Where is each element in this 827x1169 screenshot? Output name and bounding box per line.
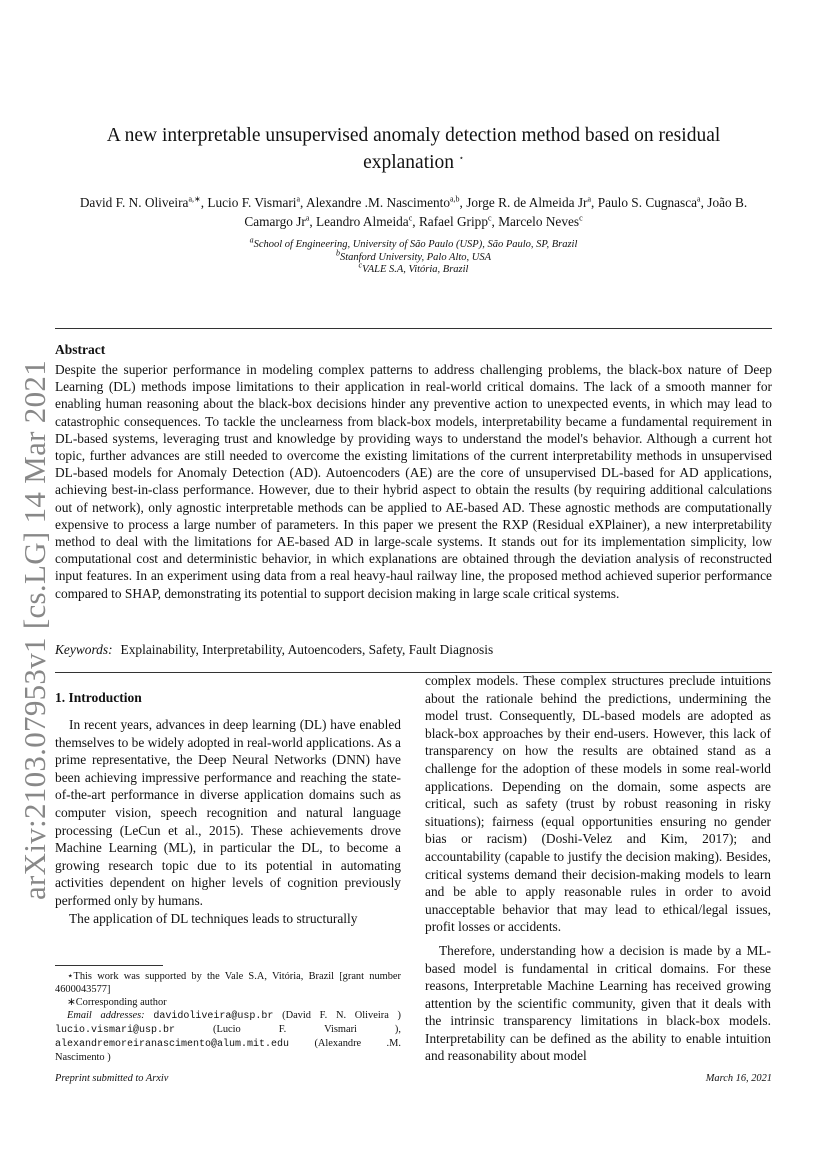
email-link[interactable]: davidoliveira@usp.br <box>153 1011 274 1022</box>
keywords-text: Explainability, Interpretability, Autoencoders, Safety, Fault Diagnosis <box>120 642 494 657</box>
footer-date: March 16, 2021 <box>705 1073 772 1084</box>
author-affiliation-mark: c <box>408 213 413 223</box>
arxiv-stamp: arXiv:2103.07953v1 [cs.LG] 14 Mar 2021 <box>17 359 52 901</box>
section-heading-introduction: 1. Introduction <box>55 690 142 705</box>
author-name: David F. N. Oliveira <box>79 195 189 210</box>
affiliation-mark: c <box>358 260 363 270</box>
author-name: João B. Camargo Jr <box>244 195 748 229</box>
author-name: Rafael Gripp <box>418 213 488 229</box>
author <box>306 195 460 210</box>
affiliation <box>100 248 727 265</box>
author-name: Alexandre .M. Nascimento <box>305 195 450 210</box>
author <box>316 214 412 229</box>
right-column <box>425 672 771 1065</box>
author-name: Jorge R. de Almeida Jr <box>466 195 588 210</box>
email-link[interactable]: alexandremoreiranascimento@alum.mit.edu <box>55 1039 290 1050</box>
divider <box>55 328 772 329</box>
author-affiliation-mark: c <box>579 213 583 223</box>
abstract-text: Despite the superior performance in modeling complex patterns to address challenging problems, the black-box nature of Deep Learning (DL) methods impose limitations to their application in real-world critical domains. The lack of a smooth manner for enabling human reasoning about the black-box decisions hinder any preventive action to unexpected events, in which may lead to catastrophic consequences. To tackle the unclearness from black-box models, interpretability became a fundamental requirement in DL-based systems, leveraging trust and knowledge by providing ways to understand the model's behavior. Although a current hot topic, further advances are still needed to overcome the existing limitations of the current interpretability methods in unsupervised DL-based models for Anomaly Detection (AD). Autoencoders (AE) are the core of unsupervised DL-based for AD applications, achieving best-in-class performance. However, due to their hybrid aspect to obtain the results (by requiring additional calculations out of network), only agnostic interpretable methods can be applied to AE-based AD. These agnostic methods are computationally expensive to process a large number of parameters. In this paper we present the RXP (Residual eXPlainer), a new interpretability method to deal with the limitations for AE-based AD in large-scale systems. It stands out for its implementation simplicity, low computational cost and deterministic behavior, in which explanations are obtained through the deviation analysis of reconstructed input features. In an experiment using data from a real heavy-haul railway line, the proposed method achieved superior performance compared to SHAP, demonstrating its potential to support decision making in large scale critical systems. <box>55 362 772 601</box>
author-affiliation-mark: a <box>305 213 310 223</box>
author-affiliation-mark: a <box>697 194 701 204</box>
email-owner: (David F. N. Oliveira ) <box>282 1010 401 1021</box>
author-affiliation-mark: c <box>487 213 492 223</box>
author-affiliation-mark: a,∗ <box>188 194 201 204</box>
footnotes <box>55 970 401 1064</box>
author-affiliation-mark: a <box>296 194 301 204</box>
author <box>80 195 201 210</box>
left-column <box>55 716 401 927</box>
affiliation-mark: b <box>335 248 340 257</box>
title-text: A new interpretable unsupervised anomaly detection method based on residual explanation <box>106 125 721 173</box>
keywords <box>55 642 493 658</box>
affiliation-text: Stanford University, Palo Alto, USA <box>339 251 492 263</box>
footnote-emails <box>55 1009 401 1064</box>
email-link[interactable]: lucio.vismari@usp.br <box>55 1025 176 1036</box>
abstract-heading: Abstract <box>55 342 106 357</box>
author-affiliation-mark: a <box>587 194 592 204</box>
footnote-corresponding: ∗Corresponding author <box>67 997 167 1008</box>
title-footnote-mark: ⋆ <box>458 153 464 163</box>
author-name: Marcelo Neves <box>498 213 580 229</box>
author <box>207 195 300 210</box>
footnote-rule <box>55 965 163 966</box>
author-name: Paulo S. Cugnasca <box>597 195 698 210</box>
author-name: Leandro Almeida <box>316 213 409 229</box>
email-owner: (Lucio F. Vismari ), <box>213 1024 401 1035</box>
affiliation-mark: a <box>249 235 254 245</box>
author-name: Lucio F. Vismari <box>207 195 297 210</box>
paragraph: The application of DL techniques leads to structurally <box>69 910 358 926</box>
author-affiliation-mark: a,b <box>449 194 460 204</box>
affiliation-text: School of Engineering, University of São Paulo (USP), São Paulo, SP, Brazil <box>253 239 578 250</box>
paper-title <box>60 122 767 176</box>
paragraph: complex models. These complex structures preclude intuitions about the rationale behind the predictions, undermining the model trust. Consequently, DL-based models are adopted as black-box approaches by their end-users. However, this lack of transparency on how the results are obtained stand as a challenge for the adoption of these models in some real-world applications. Depending on the domain, some aspects are critical, such as safety (trust by robust reasoning in risky situations); fairness (equal opportunities ensuring no gender bias or racism) (Doshi-Velez and Kim, 2017); and accountability (capable to justify the decision making). Besides, critical systems demand their decision-making models to learn and be able to apply reasonable rules in order to avoid unacceptable behavior that may lead to ethical/legal issues, profit losses or accidents. <box>425 673 771 935</box>
footnote-funding: ⋆This work was supported by the Vale S.A, Vitória, Brazil [grant number 4600043577] <box>55 971 401 995</box>
paragraph: In recent years, advances in deep learning (DL) have enabled themselves to be widely adopted in real-world applications. As a prime representative, the Deep Neural Networks (DNN) have been achieving impressive performance and reaching the state-of-the-art performance in diverse application domains such as computer vision, speech recognition and natural language processing (LeCun et al., 2015). These achievements drove Machine Learning (ML), in particular the DL, to become a growing research topic due to its potential in automating activities dependent on higher levels of cognition previously performed only by humans. <box>55 717 401 908</box>
author <box>466 195 591 210</box>
author-list: David F. N. Oliveira$^{a,∗}$, Lucio F. Vismari$^a$, Alexandre .M. Nascimento$^{a,b}$, Jorge R. de Almeida Jr$^a$, Paulo S. Cugnasca$^a$, João B. Camargo Jr$^a$, Leandro Almeida$^c$, Rafael Gripp$^c$, Marcelo Neves$^c$ <box>79 194 748 229</box>
affiliation-text: VALE S.A, Vitória, Brazil <box>362 264 469 275</box>
keywords-label: Keywords: <box>55 642 113 657</box>
affiliation <box>100 260 727 277</box>
author <box>598 195 701 210</box>
paragraph: Therefore, understanding how a decision is made by a ML-based model is fundamental in critical domains. For these reasons, Interpretable Machine Learning has received growing attention by the scientific community, given that it deals with the intrinsic transparency limitations in black-box models. Interpretability can be defined as the ability to enable intuition and reasonability about model <box>425 942 771 1064</box>
affiliations <box>100 235 727 277</box>
email-owner: (Alexandre .M. Nascimento ) <box>55 1038 401 1063</box>
footer-preprint-note: Preprint submitted to Arxiv <box>55 1073 169 1084</box>
affiliation <box>100 235 727 252</box>
email-label: Email addresses: <box>67 1010 145 1021</box>
author <box>498 214 582 229</box>
author <box>419 214 492 229</box>
